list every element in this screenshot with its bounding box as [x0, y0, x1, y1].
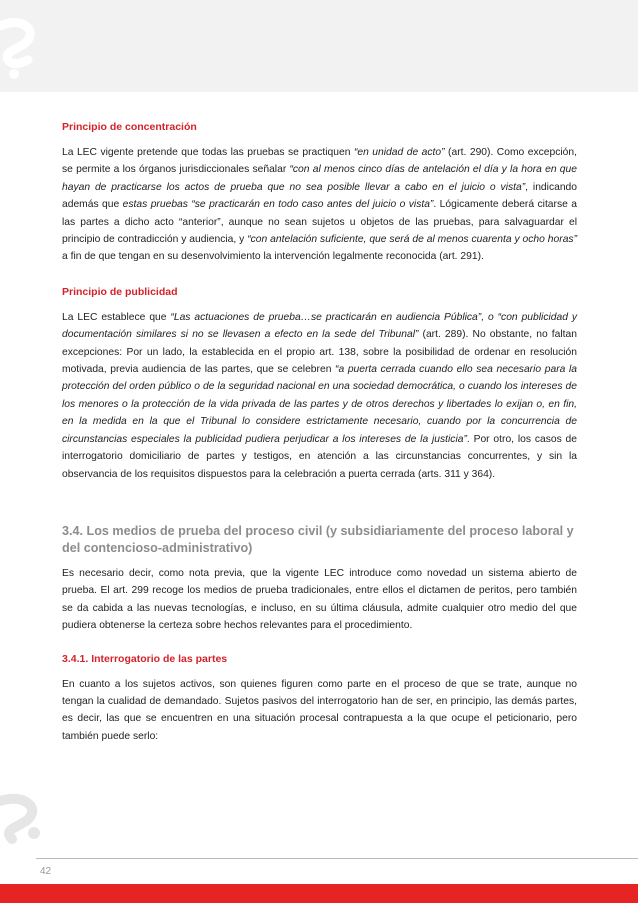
footer-band [0, 884, 638, 903]
section-title-3-4: 3.4. Los medios de prueba del proceso civil (y subsidiariamente del proceso laboral y del contencioso-administrativo) [62, 523, 574, 555]
page-number: 42 [40, 866, 52, 877]
page-body [62, 120, 577, 745]
footer-divider [36, 858, 638, 859]
logo-mark-footer-icon [0, 793, 44, 853]
logo-mark-icon [0, 12, 40, 82]
paragraph-concentracion: La LEC vigente pretende que todas las pruebas se practiquen “en unidad de acto” (art. 290). Como excepción, se permite a los órganos jurisdiccionales señalar “con al menos cinco días de antelación el día y la hora en que hayan de practicarse los actos de prueba que no sea posible llevar a cabo en el juicio o vista”, indicando además que estas pruebas “se practicarán en todo caso antes del juicio o vista”. Lógicamente deberá citarse a las partes a dicho acto “anterior”, aunque no sean sujetos u objetos de las pruebas, para salvaguardar el principio de contradicción y audiencia, y “con antelación suficiente, que será de al menos cuarenta y ocho horas” a fin de que tengan en su desenvolvimiento la intervención legalmente reconocida (art. 291). [62, 147, 578, 263]
paragraph-publicidad: La LEC establece que “Las actuaciones de prueba…se practicarán en audiencia Pública”, o “con publicidad y documentación similares si no se llevasen a efecto en la sede del Tribunal” (art. 289). No obstante, no faltan excepciones: Por un lado, la establecida en el propio art. 138, sobre la posibilidad de ordenar en resolución motivada, previa audiencia de las partes, que se celebren “a puerta cerrada cuando ello sea necesario para la protección del orden público o de la seguridad nacional en una sociedad democrática, o cuando los intereses de los menores o la protección de la vida privada de las partes y de otros derechos y libertades lo exijan o, en fin, en la medida en la que el Tribunal lo considere estrictamente necesario, cuando por la concurrencia de circunstancias especiales la publicidad pudiera perjudicar a los intereses de la justicia”. Por otro, los casos de interrogatorio domiciliario de partes y testigos, en atención a las circunstancias concurrentes, y sin la observancia de los requisitos dispuestos para la celebración a puerta cerrada (arts. 311 y 364). [62, 311, 578, 480]
paragraph-3-4: Es necesario decir, como nota previa, que la vigente LEC introduce como novedad un sistema abierto de prueba. El art. 299 recoge los medios de prueba tradicionales, entre ellos el dictamen de peritos, pero también se da cabida a las nuevas tecnologías, e incluso, en su última cláusula, admite cualquier otro medio del que pudiera obtenerse la certeza sobre hechos relevantes para el procedimiento. [62, 567, 577, 632]
header-band [0, 0, 638, 92]
heading-concentracion: Principio de concentración [62, 121, 197, 133]
heading-3-4-1: 3.4.1. Interrogatorio de las partes [62, 652, 228, 665]
heading-publicidad: Principio de publicidad [62, 285, 178, 298]
paragraph-3-4-1: En cuanto a los sujetos activos, son quienes figuren como parte en el proceso de que se trate, aunque no tengan la cualidad de demandado. Sujetos pasivos del interrogatorio han de ser, en principio, las demás partes, es decir, las que se encuentren en una situación procesal contrapuesta a la que ocupe el peticionario, pero también puede serlo: [62, 678, 577, 742]
